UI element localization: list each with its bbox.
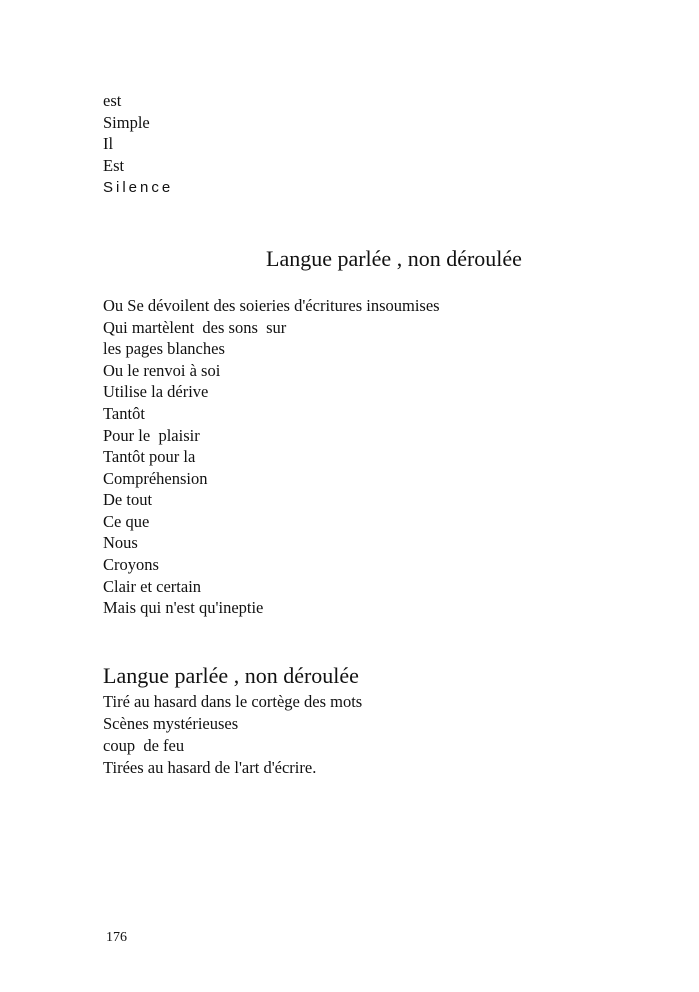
- poem-line: Mais qui n'est qu'ineptie: [103, 598, 264, 617]
- poem-line-silence: Silence: [103, 179, 174, 196]
- poem-line: De tout: [103, 490, 153, 509]
- poem-line: Tirées au hasard de l'art d'écrire.: [103, 758, 317, 777]
- poem-line: Utilise la dérive: [103, 382, 209, 401]
- poem-line: les pages blanches: [103, 339, 225, 358]
- poem-line: Clair et certain: [103, 577, 202, 596]
- section-heading: Langue parlée , non déroulée: [266, 246, 522, 271]
- poem-line: est: [103, 91, 122, 110]
- poem-line: Tantôt: [103, 404, 145, 423]
- poem-line: Ce que: [103, 512, 150, 531]
- poem-line: Il: [103, 134, 114, 153]
- poem-line: coup de feu: [103, 736, 185, 755]
- poem-line: Tiré au hasard dans le cortège des mots: [103, 692, 363, 711]
- poem-line: Ou le renvoi à soi: [103, 361, 221, 380]
- poem-line: Compréhension: [103, 469, 208, 488]
- section-heading: Langue parlée , non déroulée: [103, 663, 359, 688]
- page-number: 176: [106, 930, 127, 945]
- poem-line: Qui martèlent des sons sur: [103, 318, 287, 337]
- poem-line: Tantôt pour la: [103, 447, 196, 466]
- poem-line: Croyons: [103, 555, 159, 574]
- poem-line: Scènes mystérieuses: [103, 714, 239, 733]
- poem-line: Simple: [103, 113, 150, 132]
- poem-line: Est: [103, 156, 125, 175]
- poem-line: Ou Se dévoilent des soieries d'écritures insoumises: [103, 296, 440, 315]
- poem-line: Pour le plaisir: [103, 426, 200, 445]
- poem-line: Nous: [103, 533, 138, 552]
